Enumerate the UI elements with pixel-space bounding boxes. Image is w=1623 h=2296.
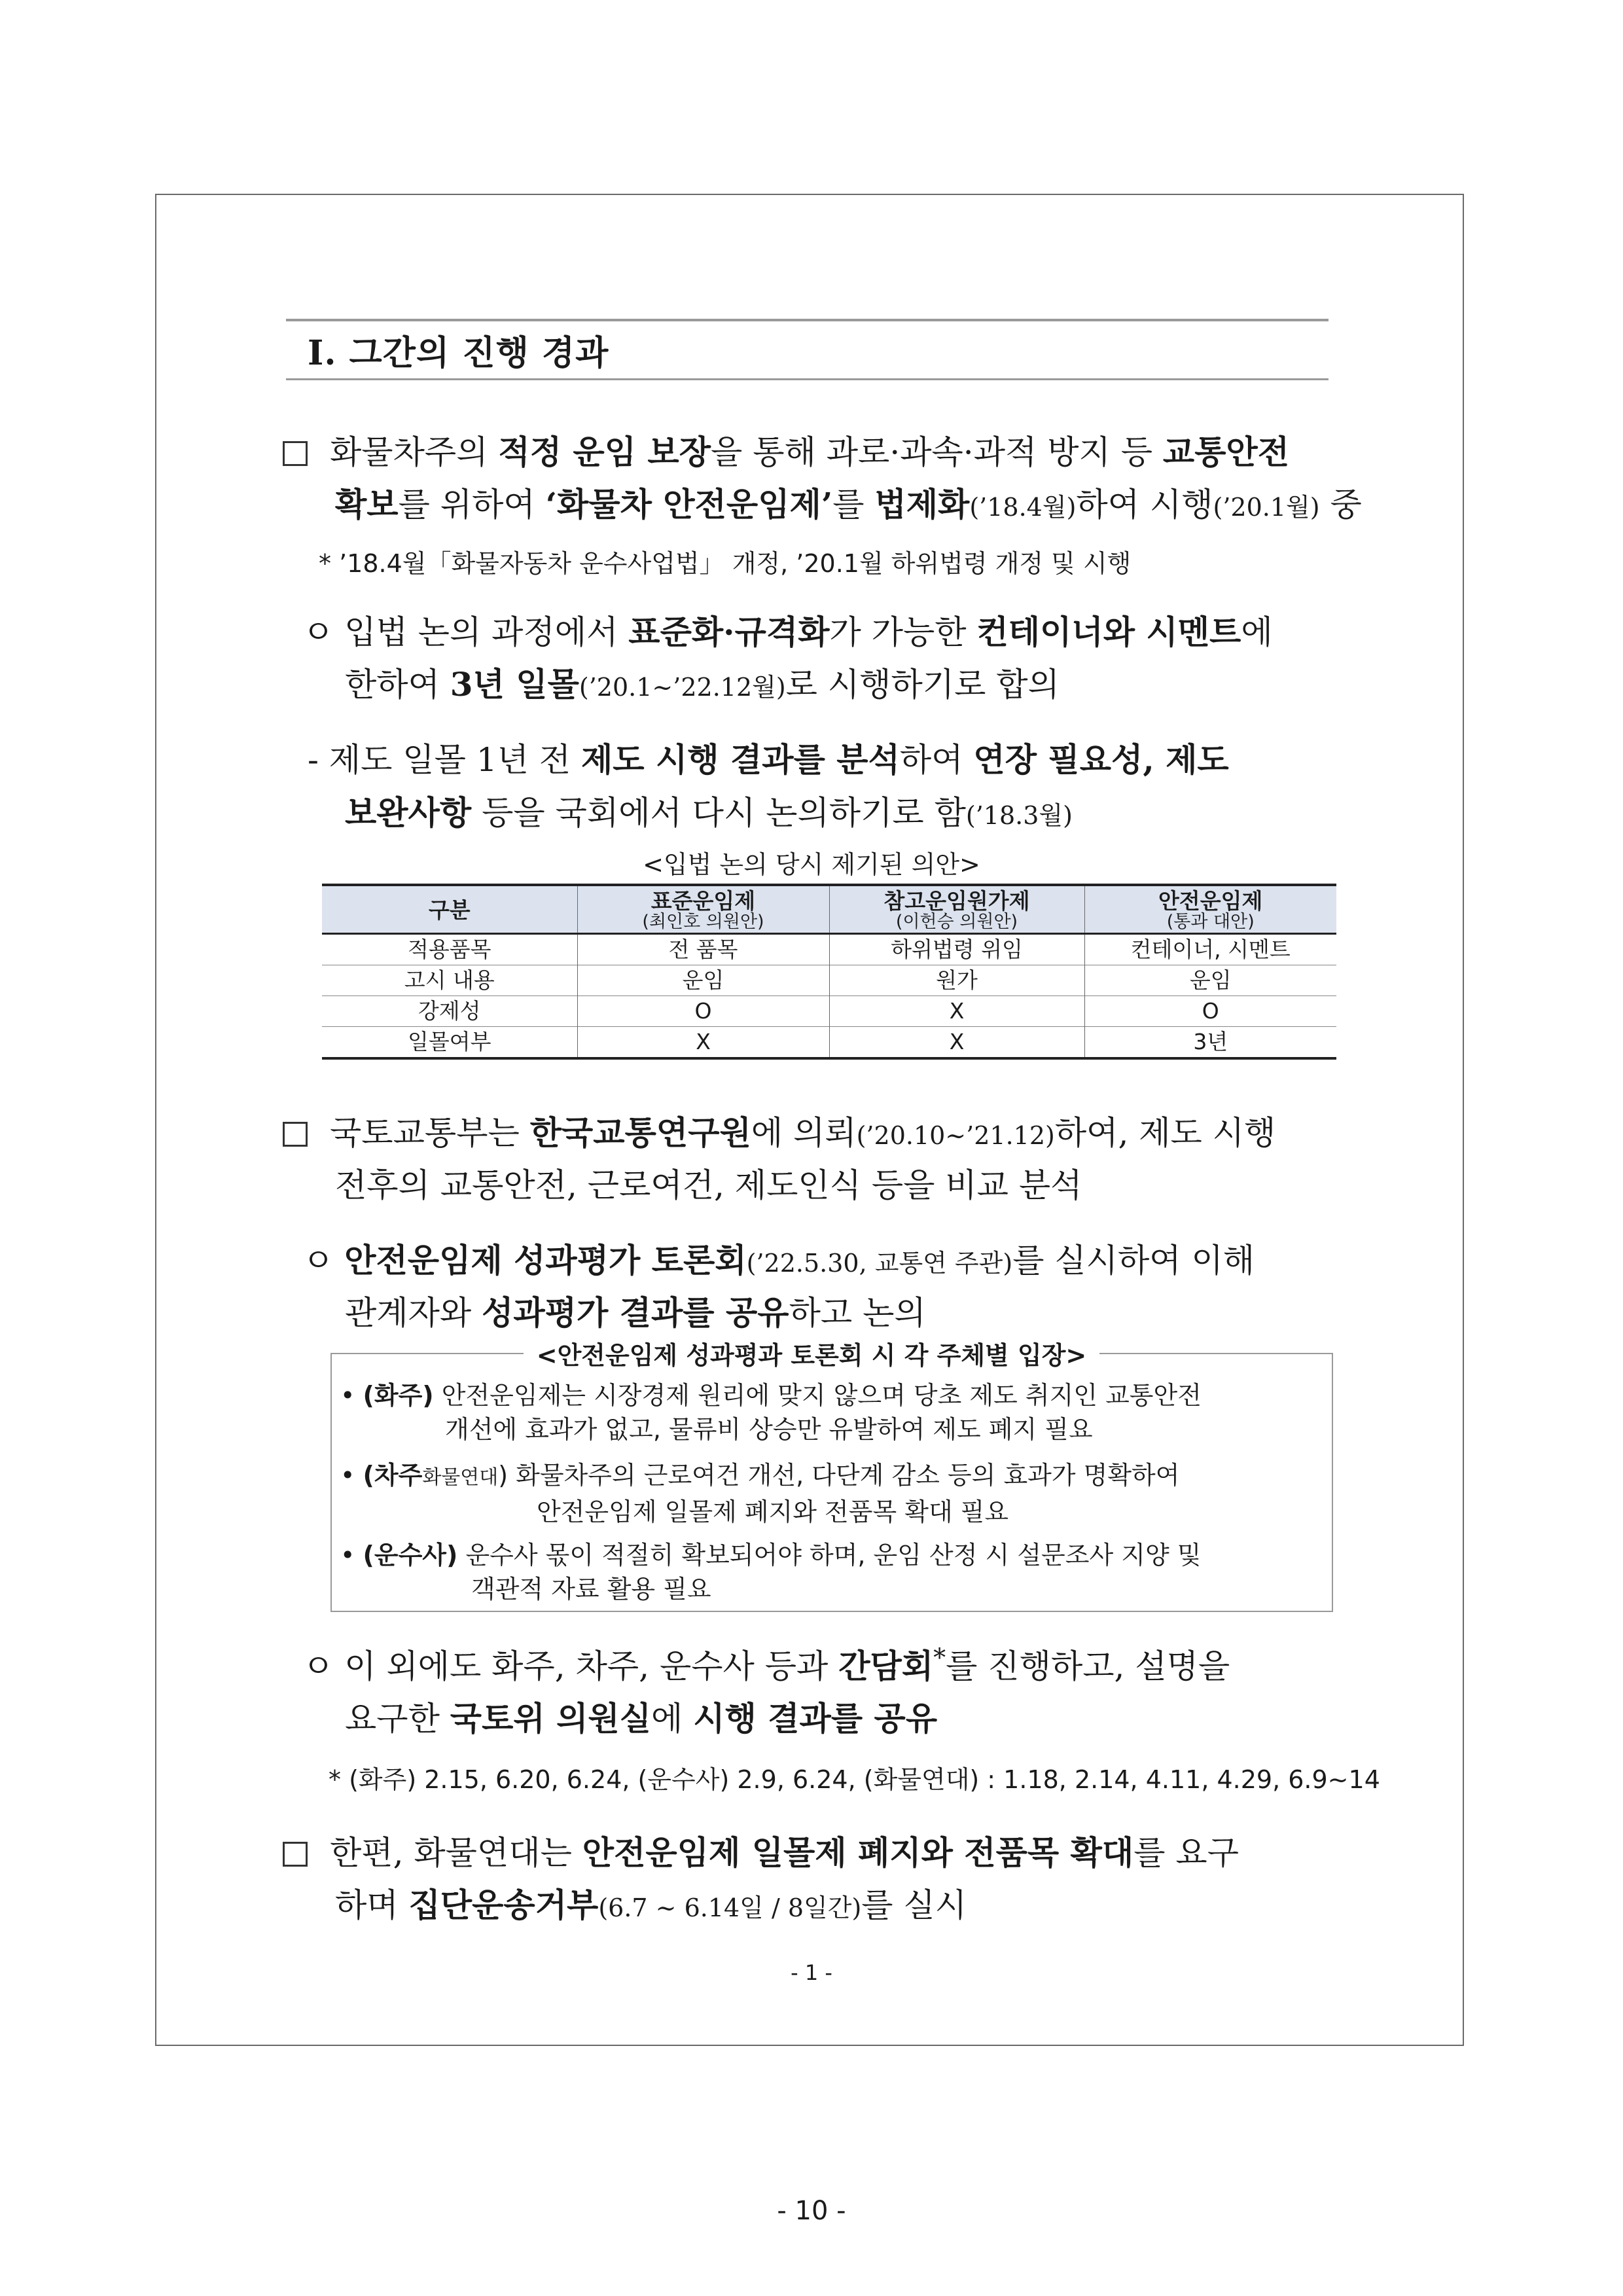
table-cell: X	[829, 1026, 1084, 1058]
paragraph-2a-line-1: ㅇ 안전운임제 성과평가 토론회(’22.5.30, 교통연 주관)를 실시하여 이해	[302, 1241, 1255, 1280]
table-cell: 전 품목	[577, 933, 829, 965]
table-header: 표준운임제 (최인호 의원안)	[577, 885, 829, 933]
paragraph-1a-line-2: 한하여 3년 일몰(’20.1~’22.12월)로 시행하기로 합의	[345, 665, 1060, 704]
table-cell: 운임	[577, 965, 829, 996]
table-cell: 운임	[1084, 965, 1336, 996]
title-rule-bottom	[286, 378, 1329, 380]
table-cell: 일몰여부	[407, 1028, 491, 1054]
table-row	[322, 1026, 1336, 1058]
table-cell: 적용품목	[407, 936, 491, 962]
table-cell: 3년	[1084, 1026, 1336, 1058]
opinion-shipper: • (화주) 안전운임제는 시장경제 원리에 맞지 않으며 당초 제도 취지인 교통안전 개선에 효과가 없고, 물류비 상승만 유발하여 제도 폐지 필요	[340, 1381, 1202, 1444]
bill-comparison-table	[322, 884, 1336, 1060]
checkbox-square-icon	[283, 1842, 308, 1867]
paragraph-2-line-2: 전후의 교통안전, 근로여건, 제도인식 등을 비교 분석	[335, 1166, 1082, 1204]
paragraph-1b-line-1: - 제도 일몰 1년 전 제도 시행 결과를 분석하여 연장 필요성, 제도	[308, 740, 1229, 779]
table-cell: X	[829, 996, 1084, 1026]
table-cell: X	[577, 1026, 829, 1058]
bullet-icon: •	[340, 1461, 355, 1490]
table-cell: O	[1084, 996, 1336, 1026]
paragraph-3-line-2: 하며 집단운송거부(6.7 ~ 6.14일 / 8일간)를 실시	[335, 1886, 967, 1924]
table-header: 안전운임제 (통과 대안)	[1084, 885, 1336, 933]
section-title: Ⅰ. 그간의 진행 경과	[308, 333, 609, 373]
table-row	[322, 996, 1336, 1026]
footnote-1: * ’18.4월「화물자동차 운수사업법」 개정, ’20.1월 하위법령 개정 및 시행	[319, 549, 1132, 578]
table-caption: <입법 논의 당시 제기된 의안>	[643, 850, 980, 879]
paragraph-3-line-1: 한편, 화물연대는 안전운임제 일몰제 폐지와 전품목 확대를 요구	[283, 1827, 1239, 1874]
table-row	[322, 965, 1336, 996]
table-header-row	[322, 885, 1336, 933]
table-cell: 하위법령 위임	[829, 933, 1084, 965]
bullet-icon: •	[340, 1541, 355, 1570]
table-header: 참고운임원가제 (이헌승 의원안)	[829, 885, 1084, 933]
paragraph-1a-line-1: ㅇ 입법 논의 과정에서 표준화·규격화가 가능한 컨테이너와 시멘트에	[302, 613, 1273, 651]
footnote-2: * (화주) 2.15, 6.20, 6.24, (운수사) 2.9, 6.24, (화물연대) : 1.18, 2.14, 4.11, 4.29, 6.9~14	[329, 1765, 1380, 1794]
opinion-box-title: <안전운임제 성과평과 토론회 시 각 주체별 입장>	[0, 1335, 1623, 1371]
table-cell: 고시 내용	[404, 967, 495, 993]
paragraph-1-line-1: 화물차주의 적정 운임 보장을 통해 과로·과속·과적 방지 등 교통안전	[283, 426, 1289, 473]
paragraph-2b-line-1: ㅇ 이 외에도 화주, 차주, 운수사 등과 간담회*를 진행하고, 설명을	[302, 1643, 1230, 1685]
inner-page-number: - 1 -	[791, 1960, 832, 1985]
page-number: - 10 -	[777, 2196, 846, 2226]
paragraph-1-line-2: 확보를 위하여 ‘화물차 안전운임제’를 법제화(’18.4월)하여 시행(’20.1월) 중	[335, 485, 1362, 524]
opinion-carrier: • (운수사) 운수사 몫이 적절히 확보되어야 하며, 운임 산정 시 설문조사 지양 및 객관적 자료 활용 필요	[340, 1541, 1202, 1604]
bullet-icon: •	[340, 1381, 355, 1410]
table-cell: 컨테이너, 시멘트	[1084, 933, 1336, 965]
paragraph-2-line-1: 국토교통부는 한국교통연구원에 의뢰(’20.10~’21.12)하여, 제도 시행	[283, 1107, 1275, 1154]
table-row	[322, 933, 1336, 965]
paragraph-2b-line-2: 요구한 국토위 의원실에 시행 결과를 공유	[345, 1699, 938, 1738]
checkbox-square-icon	[283, 441, 308, 466]
paragraph-2a-line-2: 관계자와 성과평가 결과를 공유하고 논의	[345, 1293, 926, 1332]
table-cell: O	[577, 996, 829, 1026]
table-header: 구분	[322, 885, 577, 933]
table-cell: 강제성	[418, 997, 481, 1024]
checkbox-square-icon	[283, 1122, 308, 1147]
opinion-driver: • (차주화물연대) 화물차주의 근로여건 개선, 다단계 감소 등의 효과가 명확하여 안전운임제 일몰제 폐지와 전품목 확대 필요	[340, 1461, 1180, 1526]
title-rule-top	[286, 319, 1329, 321]
table-cell: 원가	[829, 965, 1084, 996]
paragraph-1b-line-2: 보완사항 등을 국회에서 다시 논의하기로 함(’18.3월)	[345, 793, 1073, 832]
